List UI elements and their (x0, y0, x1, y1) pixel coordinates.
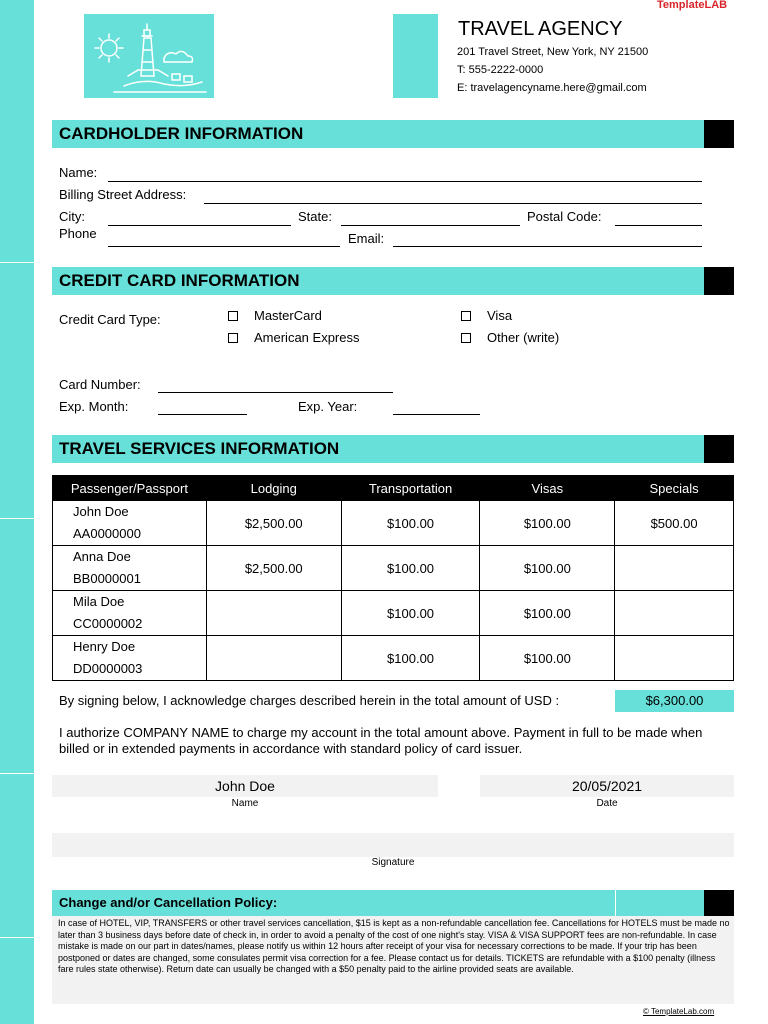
policy-header-end (704, 890, 734, 916)
travel-title: TRAVEL SERVICES INFORMATION (59, 439, 340, 458)
lodging-cell[interactable]: $2,500.00 (206, 546, 341, 591)
passport-number: CC0000002 (73, 616, 143, 631)
header-accent-block (393, 14, 438, 98)
sidebar-divider (0, 518, 34, 519)
lodging-cell[interactable]: $2,500.00 (206, 501, 341, 546)
name-caption: Name (231, 798, 259, 809)
agency-logo (84, 14, 214, 98)
agency-name: TRAVEL AGENCY (458, 18, 623, 40)
name-label: Name: (59, 165, 98, 180)
passenger-cell[interactable] (53, 591, 207, 636)
specials-cell[interactable]: $500.00 (615, 501, 734, 546)
email-label: Email: (348, 231, 385, 246)
other-label: Other (write) (487, 330, 560, 345)
visas-cell[interactable]: $100.00 (480, 501, 615, 546)
city-label: City: (59, 209, 85, 224)
sidebar-divider (0, 937, 34, 938)
column-header: Passenger/Passport (53, 476, 207, 501)
billing-address-field[interactable] (204, 203, 702, 204)
visas-cell[interactable]: $100.00 (480, 546, 615, 591)
phone-field[interactable] (108, 246, 340, 247)
authorize-text: I authorize COMPANY NAME to charge my account in the total amount above. Payment in full to be made when billed or in extended payments in accordance with standard policy of card issuer. (59, 725, 703, 756)
sidebar-divider (0, 773, 34, 774)
transportation-cell[interactable]: $100.00 (341, 546, 480, 591)
state-field[interactable] (341, 225, 520, 226)
visa-checkbox[interactable] (461, 311, 471, 321)
passport-number: AA0000000 (73, 526, 141, 541)
mastercard-checkbox[interactable] (228, 311, 238, 321)
specials-cell[interactable] (615, 546, 734, 591)
policy-header-bar (615, 890, 704, 916)
section-bar-end (704, 435, 734, 463)
amex-checkbox[interactable] (228, 333, 238, 343)
specials-cell[interactable] (615, 636, 734, 681)
passenger-cell[interactable] (53, 636, 207, 681)
visa-label: Visa (487, 308, 513, 323)
column-header: Lodging (206, 476, 341, 501)
passenger-name: Henry Doe (73, 639, 136, 654)
visas-cell[interactable]: $100.00 (480, 591, 615, 636)
section-bar-end (704, 120, 734, 148)
amex-label: American Express (254, 330, 360, 345)
other-checkbox[interactable] (461, 333, 471, 343)
card-type-label: Credit Card Type: (59, 312, 161, 327)
date-caption: Date (596, 798, 618, 809)
specials-cell[interactable] (615, 591, 734, 636)
total-amount: $6,300.00 (615, 690, 734, 712)
passenger-name: John Doe (73, 504, 129, 519)
passport-number: BB0000001 (73, 571, 141, 586)
passenger-cell[interactable] (53, 501, 207, 546)
policy-text: In case of HOTEL, VIP, TRANSFERS or other travel services cancellation, $15 is kept as a non-refundable cancellation fee. Cancellations for HOTELS must be made no later than 3 business days before date of check in, in order to avoid a penalty of the cost of one night's stay. VISA & VISA SUPPORT fees are non-refundable. In case mistake is made on our part in dates/names, please notify us within 12 hours after receipt of your visa for necessary corrections to be made. If your trip has been postponed or dates are changed, some consulates permit visa correction for a fee. Please contact us for details. TICKETS are refundable with a $100 penalty (illness fare rules state otherwise). Return date can usually be changed with a $50 penalty paid to the airline provided seats are available. (58, 918, 730, 974)
exp-year-field[interactable] (393, 414, 480, 415)
table-header-row (53, 476, 734, 501)
agency-email: E: travelagencyname.here@gmail.com (457, 82, 647, 94)
acknowledge-text: By signing below, I acknowledge charges described herein in the total amount of USD : (59, 693, 560, 708)
billing-label: Billing Street Address: (59, 187, 187, 202)
signature-caption: Signature (371, 857, 415, 868)
transportation-cell[interactable]: $100.00 (341, 501, 480, 546)
section-bar-end (704, 267, 734, 295)
table-row (53, 501, 734, 546)
city-field[interactable] (108, 225, 291, 226)
column-header: Visas (480, 476, 615, 501)
credit-title: CREDIT CARD INFORMATION (59, 271, 300, 290)
table-row (53, 591, 734, 636)
passport-number: DD0000003 (73, 661, 143, 676)
card-number-label: Card Number: (59, 377, 141, 392)
exp-year-label: Exp. Year: (298, 399, 358, 414)
passenger-name: Anna Doe (73, 549, 131, 564)
passenger-cell[interactable] (53, 546, 207, 591)
travel-services-table (52, 475, 734, 681)
agency-address: 201 Travel Street, New York, NY 21500 (457, 46, 649, 58)
left-sidebar-strip (0, 0, 34, 1024)
policy-title: Change and/or Cancellation Policy: (59, 895, 278, 910)
date-field[interactable]: 20/05/2021 (480, 775, 734, 797)
table-row (53, 546, 734, 591)
table-row (53, 636, 734, 681)
sidebar-divider (0, 262, 34, 263)
card-number-field[interactable] (158, 392, 393, 393)
exp-month-label: Exp. Month: (59, 399, 129, 414)
visas-cell[interactable]: $100.00 (480, 636, 615, 681)
copyright-link[interactable]: © TemplateLab.com (643, 1007, 715, 1016)
agency-phone: T: 555-2222-0000 (457, 64, 544, 76)
signature-field[interactable] (52, 833, 734, 857)
column-header: Transportation (341, 476, 480, 501)
cardholder-title: CARDHOLDER INFORMATION (59, 124, 304, 143)
name-field[interactable] (108, 181, 702, 182)
column-header: Specials (615, 476, 734, 501)
lighthouse-sun-icon (84, 14, 214, 98)
phone-label: Phone (59, 226, 97, 241)
mastercard-label: MasterCard (254, 308, 322, 323)
signer-name-field[interactable]: John Doe (52, 775, 438, 797)
state-label: State: (298, 209, 332, 224)
email-field[interactable] (393, 246, 702, 247)
postal-label: Postal Code: (527, 209, 602, 224)
transportation-cell[interactable]: $100.00 (341, 636, 480, 681)
postal-code-field[interactable] (615, 225, 702, 226)
templatelab-logo: TemplateLAB (657, 0, 728, 11)
transportation-cell[interactable]: $100.00 (341, 591, 480, 636)
lodging-cell[interactable] (206, 636, 341, 681)
lodging-cell[interactable] (206, 591, 341, 636)
exp-month-field[interactable] (158, 414, 247, 415)
passenger-name: Mila Doe (73, 594, 125, 609)
